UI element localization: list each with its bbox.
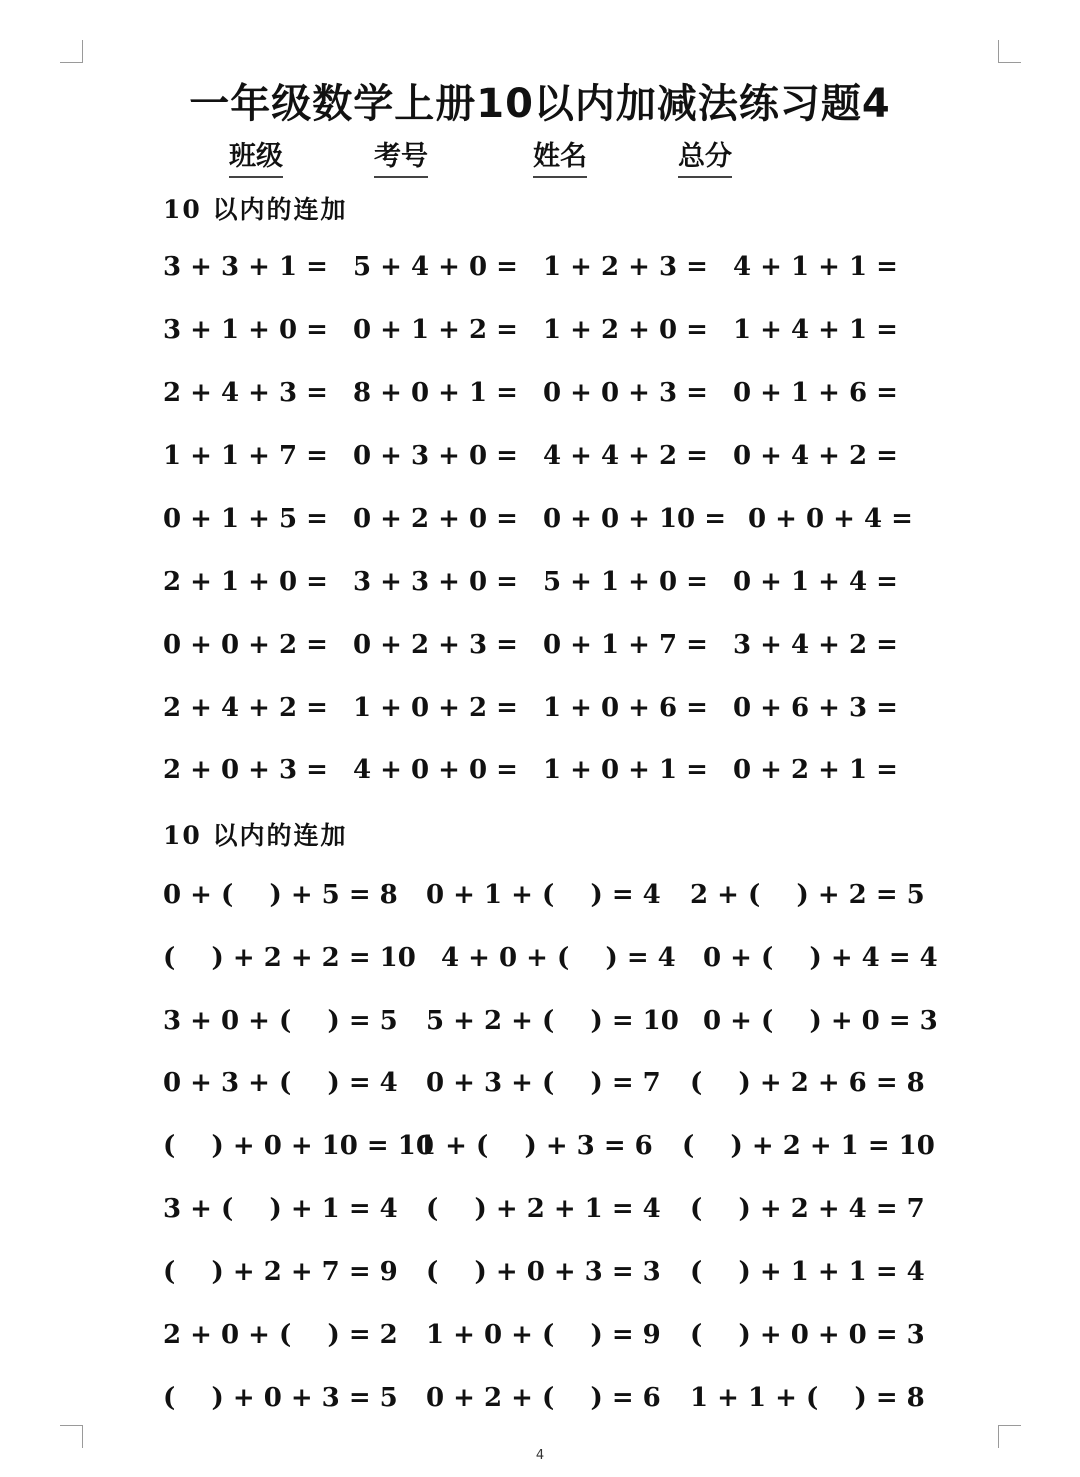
equation-problem: 3 + 0 + ( ) = 5 — [163, 1006, 398, 1036]
equation-problem: 1 + 0 + 1 = — [543, 755, 708, 785]
equation-problem: 1 + 0 + 2 = — [353, 693, 518, 723]
equation-problem: 0 + 0 + 2 = — [163, 630, 328, 660]
equation-problem: 5 + 1 + 0 = — [543, 567, 708, 597]
equation-problem: 0 + 4 + 2 = — [733, 441, 898, 471]
equation-problem: 0 + 0 + 3 = — [543, 378, 708, 408]
equation-problem: 2 + 4 + 2 = — [163, 693, 328, 723]
equation-problem: ( ) + 2 + 4 = 7 — [690, 1194, 925, 1224]
equation-problem: 0 + ( ) + 0 = 3 — [703, 1006, 938, 1036]
equation-problem: ( ) + 2 + 1 = 10 — [682, 1131, 935, 1161]
exam-no-label: 考号 — [374, 134, 428, 178]
equation-problem: ( ) + 0 + 3 = 3 — [426, 1257, 661, 1287]
equation-problem: 3 + 4 + 2 = — [733, 630, 898, 660]
equation-problem: 0 + 0 + 4 = — [748, 504, 913, 534]
equation-problem: 4 + 4 + 2 = — [543, 441, 708, 471]
equation-problem: 2 + 0 + 3 = — [163, 755, 328, 785]
equation-problem: 0 + 3 + ( ) = 4 — [163, 1068, 398, 1098]
equation-problem: 8 + 0 + 1 = — [353, 378, 518, 408]
equation-problem: 0 + 2 + 0 = — [353, 504, 518, 534]
equation-problem: 3 + 3 + 1 = — [163, 252, 328, 282]
equation-problem: 4 + 0 + ( ) = 4 — [441, 943, 676, 973]
equation-problem: 0 + 2 + ( ) = 6 — [426, 1383, 661, 1413]
equation-problem: 0 + 1 + 4 = — [733, 567, 898, 597]
equation-problem: 0 + 1 + ( ) = 4 — [426, 880, 661, 910]
equation-problem: ( ) + 2 + 2 = 10 — [163, 943, 416, 973]
equation-problem: ( ) + 0 + 3 = 5 — [163, 1383, 398, 1413]
equation-problem: ( ) + 0 + 0 = 3 — [690, 1320, 925, 1350]
equation-problem: 4 + 1 + 1 = — [733, 252, 898, 282]
equation-problem: 2 + 1 + 0 = — [163, 567, 328, 597]
equation-problem: 5 + 4 + 0 = — [353, 252, 518, 282]
equation-problem: 1 + 1 + ( ) = 8 — [690, 1383, 925, 1413]
equation-problem: 1 + 0 + 6 = — [543, 693, 708, 723]
equation-problem: 1 + 2 + 3 = — [543, 252, 708, 282]
equation-problem: 0 + 6 + 3 = — [733, 693, 898, 723]
equation-problem: 1 + 0 + ( ) = 9 — [426, 1320, 661, 1350]
equation-problem: 0 + 0 + 10 = — [543, 504, 726, 534]
page-title: 一年级数学上册10以内加减法练习题4 — [189, 81, 891, 127]
equation-problem: 0 + 2 + 1 = — [733, 755, 898, 785]
corner-mark-top-left — [60, 40, 83, 63]
equation-problem: 0 + 3 + ( ) = 7 — [426, 1068, 661, 1098]
total-score-label: 总分 — [678, 134, 732, 178]
equation-problem: 1 + 2 + 0 = — [543, 315, 708, 345]
equation-problem: 0 + 3 + 0 = — [353, 441, 518, 471]
equation-problem: 4 + 0 + 0 = — [353, 755, 518, 785]
equation-problem: 0 + 1 + 6 = — [733, 378, 898, 408]
section-1-title: 10 以内的连加 — [163, 195, 348, 224]
equation-problem: 0 + 1 + 7 = — [543, 630, 708, 660]
page-number: 4 — [535, 1448, 545, 1463]
equation-problem: 3 + 3 + 0 = — [353, 567, 518, 597]
equation-problem: 5 + 2 + ( ) = 10 — [426, 1006, 679, 1036]
equation-problem: 0 + 2 + 3 = — [353, 630, 518, 660]
equation-problem: 0 + 1 + 2 = — [353, 315, 518, 345]
equation-problem: 0 + 1 + 5 = — [163, 504, 328, 534]
corner-mark-bottom-right — [998, 1425, 1021, 1448]
equation-problem: 1 + ( ) + 3 = 6 — [418, 1131, 653, 1161]
equation-problem: 1 + 4 + 1 = — [733, 315, 898, 345]
equation-problem: 2 + ( ) + 2 = 5 — [690, 880, 925, 910]
student-info-row — [0, 134, 1080, 174]
equation-problem: 0 + ( ) + 4 = 4 — [703, 943, 938, 973]
equation-problem: 1 + 1 + 7 = — [163, 441, 328, 471]
name-label: 姓名 — [533, 134, 587, 178]
equation-problem: 3 + 1 + 0 = — [163, 315, 328, 345]
equation-problem: ( ) + 1 + 1 = 4 — [690, 1257, 925, 1287]
equation-problem: ( ) + 0 + 10 = 10 — [163, 1131, 434, 1161]
corner-mark-bottom-left — [60, 1425, 83, 1448]
section-2-title: 10 以内的连加 — [163, 821, 348, 850]
equation-problem: ( ) + 2 + 1 = 4 — [426, 1194, 661, 1224]
equation-problem: ( ) + 2 + 6 = 8 — [690, 1068, 925, 1098]
equation-problem: 0 + ( ) + 5 = 8 — [163, 880, 398, 910]
equation-problem: 2 + 4 + 3 = — [163, 378, 328, 408]
class-label: 班级 — [229, 134, 283, 178]
corner-mark-top-right — [998, 40, 1021, 63]
equation-problem: 3 + ( ) + 1 = 4 — [163, 1194, 398, 1224]
equation-problem: 2 + 0 + ( ) = 2 — [163, 1320, 398, 1350]
equation-problem: ( ) + 2 + 7 = 9 — [163, 1257, 398, 1287]
